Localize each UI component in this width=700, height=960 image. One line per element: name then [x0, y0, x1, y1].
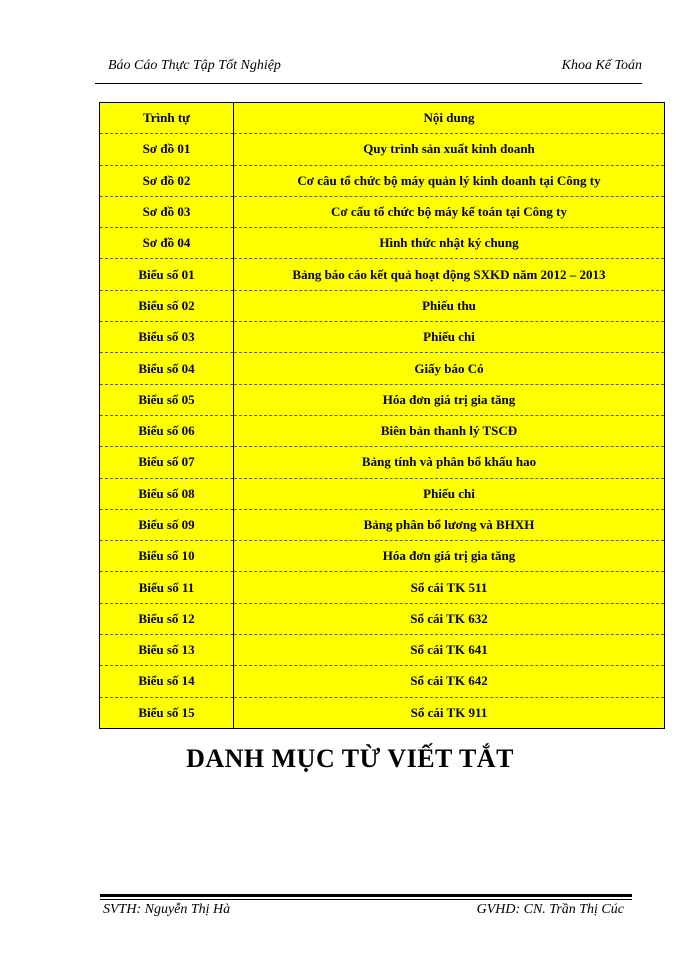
row-content-cell: Cơ cấu tổ chức bộ máy kế toán tại Công ty [234, 196, 665, 227]
header-report-title: Báo Cáo Thực Tập Tốt Nghiệp [108, 58, 281, 73]
row-content-cell: Sổ cái TK 632 [234, 603, 665, 634]
row-order-cell: Biểu số 07 [100, 447, 234, 478]
table-row [100, 666, 665, 697]
table-row [100, 509, 665, 540]
table-row [100, 697, 665, 728]
footer-student: SVTH: Nguyễn Thị Hà [103, 902, 231, 917]
row-content-cell: Hóa đơn giá trị gia tăng [234, 541, 665, 572]
row-order-cell: Biểu số 08 [100, 478, 234, 509]
row-order-cell: Biểu số 09 [100, 509, 234, 540]
row-content-cell: Cơ câu tổ chức bộ máy quản lý kinh doanh tại Công ty [234, 165, 665, 196]
table-row [100, 541, 665, 572]
row-order-cell: Biểu số 04 [100, 353, 234, 384]
footer-divider-thin [100, 899, 632, 900]
row-content-cell: Bảng phân bổ lương và BHXH [234, 509, 665, 540]
page-header [108, 58, 642, 82]
row-order-cell: Biểu số 01 [100, 259, 234, 290]
row-content-cell: Phiếu chi [234, 322, 665, 353]
row-content-cell: Quy trình sản xuất kinh doanh [234, 134, 665, 165]
row-content-cell: Sổ cái TK 642 [234, 666, 665, 697]
table-row [100, 415, 665, 446]
table-row [100, 353, 665, 384]
column-header-content: Nội dung [234, 103, 665, 134]
row-order-cell: Biểu số 10 [100, 541, 234, 572]
table-row [100, 322, 665, 353]
figure-list-table [99, 102, 665, 729]
row-order-cell: Sơ đồ 03 [100, 196, 234, 227]
row-order-cell: Biểu số 06 [100, 415, 234, 446]
table-header-row [100, 103, 665, 134]
row-content-cell: Sổ cái TK 641 [234, 635, 665, 666]
page-footer [103, 902, 624, 924]
row-order-cell: Sơ đồ 01 [100, 134, 234, 165]
row-order-cell: Biểu số 15 [100, 697, 234, 728]
table-row [100, 259, 665, 290]
table-row [100, 603, 665, 634]
section-title: DANH MỤC TỪ VIẾT TẮT [186, 744, 514, 773]
row-content-cell: Sổ cái TK 511 [234, 572, 665, 603]
table-row [100, 196, 665, 227]
table-row [100, 478, 665, 509]
footer-supervisor: GVHD: CN. Trần Thị Cúc [476, 902, 624, 917]
row-content-cell: Phiếu thu [234, 290, 665, 321]
row-order-cell: Biểu số 02 [100, 290, 234, 321]
row-content-cell: Bảng báo cáo kết quả hoạt động SXKD năm 2012 – 2013 [234, 259, 665, 290]
table-row [100, 447, 665, 478]
table-row [100, 572, 665, 603]
row-order-cell: Biểu số 14 [100, 666, 234, 697]
row-order-cell: Sơ đồ 04 [100, 228, 234, 259]
row-content-cell: Hình thức nhật ký chung [234, 228, 665, 259]
row-content-cell: Giấy báo Có [234, 353, 665, 384]
row-content-cell: Bảng tính và phân bổ khấu hao [234, 447, 665, 478]
row-order-cell: Biểu số 11 [100, 572, 234, 603]
footer-divider-thick [100, 894, 632, 897]
table-row [100, 384, 665, 415]
column-header-order: Trình tự [100, 103, 234, 134]
row-order-cell: Biểu số 13 [100, 635, 234, 666]
table-row [100, 635, 665, 666]
table-row [100, 134, 665, 165]
row-content-cell: Hóa đơn giá trị gia tăng [234, 384, 665, 415]
row-content-cell: Biên bản thanh lý TSCĐ [234, 415, 665, 446]
table-row [100, 228, 665, 259]
table-row [100, 290, 665, 321]
row-content-cell: Sổ cái TK 911 [234, 697, 665, 728]
table-row [100, 165, 665, 196]
row-order-cell: Biểu số 05 [100, 384, 234, 415]
row-order-cell: Biểu số 03 [100, 322, 234, 353]
header-divider [95, 83, 642, 84]
header-faculty: Khoa Kế Toán [561, 58, 642, 73]
row-order-cell: Sơ đồ 02 [100, 165, 234, 196]
row-order-cell: Biểu số 12 [100, 603, 234, 634]
row-content-cell: Phiếu chi [234, 478, 665, 509]
